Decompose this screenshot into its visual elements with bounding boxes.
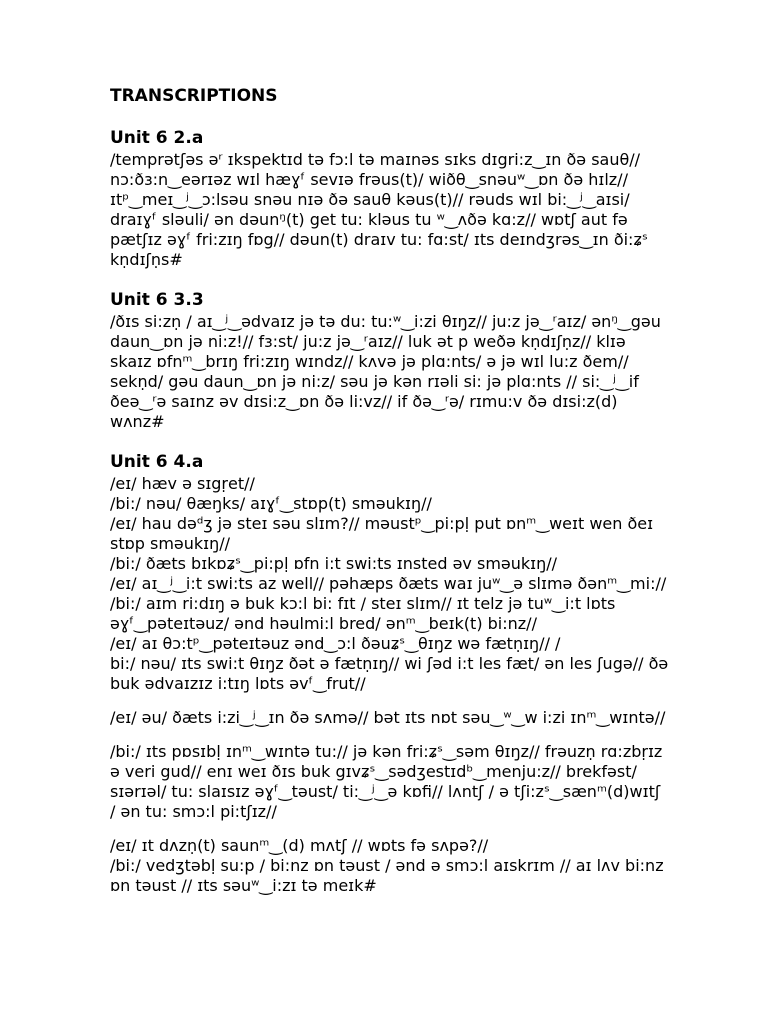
section-heading: Unit 6 2.a <box>110 128 204 148</box>
dialogue-paragraph: /bi:/ ɪts pɒsɪbḷ ɪnᵐ‿wɪntə tu:// jə kən fri:ʑˢ‿səm θɪŋz// frəuzṇ rɑ:zbṛɪz ə veri gud// enɪ weɪ ðɪs buk gɪvʑˢ‿sədʒestɪdᵇ‿menju:z// brekfəst/ sɪərɪəl/ tu: slaɪsɪz əɣᶠ‿təust/ ti:‿ʲ‿ə kɒfi// lʌntʃ / ə tʃi:zˢ‿sænᵐ(d)wɪtʃ / ən tu: smɔ:l pi:tʃɪz// <box>110 742 663 821</box>
section-unit-6-2a <box>110 126 670 270</box>
transcription-paragraph: /ðɪs si:zṇ / aɪ‿ʲ‿ədvaɪz jə tə du: tu:ʷ‿i:zi θɪŋz// ju:z jə‿ʳaɪz/ ənᵑ‿gəu daun‿ɒn jə ni:z!// fɜ:st/ ju:z jə‿ʳaɪz// luk ət p weðə kṇdɪʃṇz// klɪə skaɪz ɒfnᵐ‿brɪŋ fri:zɪŋ wɪndz// kʌvə jə plɑ:nts/ ə jə wɪl lu:z ðem// sekṇd/ gəu daun‿ɒn jə ni:z/ səu jə kən rɪəli si: jə plɑ:nts // si:‿ʲ‿if ðeə‿ʳə saɪnz əv dɪsi:z‿ɒn ðə li:vz// if ðə‿ʳə/ rɪmu:v ðə dɪsi:z(d) wʌnz# <box>110 312 661 431</box>
dialogue-line: bi:/ nəu/ ɪts swi:t θɪŋz ðət ə fætṇɪŋ// wi ʃəd i:t les fæt/ ən les ʃugə// ðə buk ədvaɪzɪz i:tɪŋ lɒts əvᶠ‿frut// <box>110 654 669 693</box>
dialogue-paragraph: /eɪ/ əu/ ðæts i:zi‿ʲ‿ɪn ðə sʌmə// bət ɪts nɒt səu‿ʷ‿w i:zi ɪnᵐ‿wɪntə// <box>110 708 666 727</box>
section-heading: Unit 6 4.a <box>110 452 204 472</box>
dialogue-paragraph: /eɪ/ ɪt dʌzṇ(t) saunᵐ‿(d) mʌtʃ // wɒts fə sʌpə?// <box>110 836 489 855</box>
document-title: TRANSCRIPTIONS <box>110 86 278 106</box>
section-unit-6-33 <box>110 288 670 432</box>
dialogue-line: /bi:/ ðæts bɪkɒʑˢ‿pi:pḷ ɒfn i:t swi:ts ɪnsted əv sməukɪŋ// <box>110 554 558 573</box>
dialogue-line: /bi:/ nəu/ θæŋks/ aɪɣᶠ‿stɒp(t) sməukɪŋ// <box>110 494 432 513</box>
dialogue-line: /eɪ/ aɪ‿ʲ‿i:t swi:ts az well// pəhæps ðæts waɪ juʷ‿ə slɪmə ðənᵐ‿mi:// <box>110 574 667 593</box>
document-page <box>110 84 670 896</box>
transcription-paragraph: /temprətʃəs əʳ ɪkspektɪd tə fɔ:l tə maɪnəs sɪks dɪgri:z‿ɪn ðə sauθ// nɔ:ðɜ:n‿eərɪəz wɪl hæɣᶠ sevɪə frəus(t)/ wiðθ‿snəuʷ‿ɒn ðə hɪlz// ɪtᵖ‿meɪ‿ʲ‿ɔ:lsəu snəu nɪə ðə sauθ kəus(t)// rəuds wɪl bi:‿ʲ‿aɪsi/ draɪɣᶠ sləuli/ ən dəunᵑ(t) get tu: kləus tu ʷ‿ʌðə kɑ:z// wɒtʃ aut fə pætʃɪz əɣᶠ fri:zɪŋ fɒg// dəun(t) draɪv tu: fɑ:st/ ɪts deɪndʒrəs‿ɪn ði:ʑˢ kṇdɪʃṇs# <box>110 150 648 269</box>
section-heading: Unit 6 3.3 <box>110 290 204 310</box>
dialogue-line: /eɪ/ hau dəᵈʒ jə steɪ səu slɪm?// məustᵖ‿pi:pḷ put ɒnᵐ‿weɪt wen ðeɪ stɒp sməukɪŋ// <box>110 514 654 553</box>
dialogue-line: /eɪ/ hæv ə sɪgṛet// <box>110 474 255 493</box>
dialogue-line: /bi:/ aɪm ri:dɪŋ ə buk kɔ:l bi: fɪt / steɪ slɪm// ɪt telz jə tuʷ‿i:t lɒts əɣᶠ‿pəteɪtəuz/ ənd həulmi:l bred/ ənᵐ‿beɪk(t) bi:nz// <box>110 594 616 633</box>
section-unit-6-4a <box>110 450 670 896</box>
dialogue-line: /eɪ/ aɪ θɔ:tᵖ‿pəteɪtəuz ənd‿ɔ:l ðəuʑˢ‿θɪŋz wə fætṇɪŋ// / <box>110 634 561 653</box>
dialogue-paragraph: /bi:/ vedʒtəbḷ su:p / bi:nz ɒn təust / ənd ə smɔ:l aɪskrɪm // aɪ lʌv bi:nz ɒn təust // ɪts səuʷ‿i:zɪ tə meɪk# <box>110 856 664 895</box>
